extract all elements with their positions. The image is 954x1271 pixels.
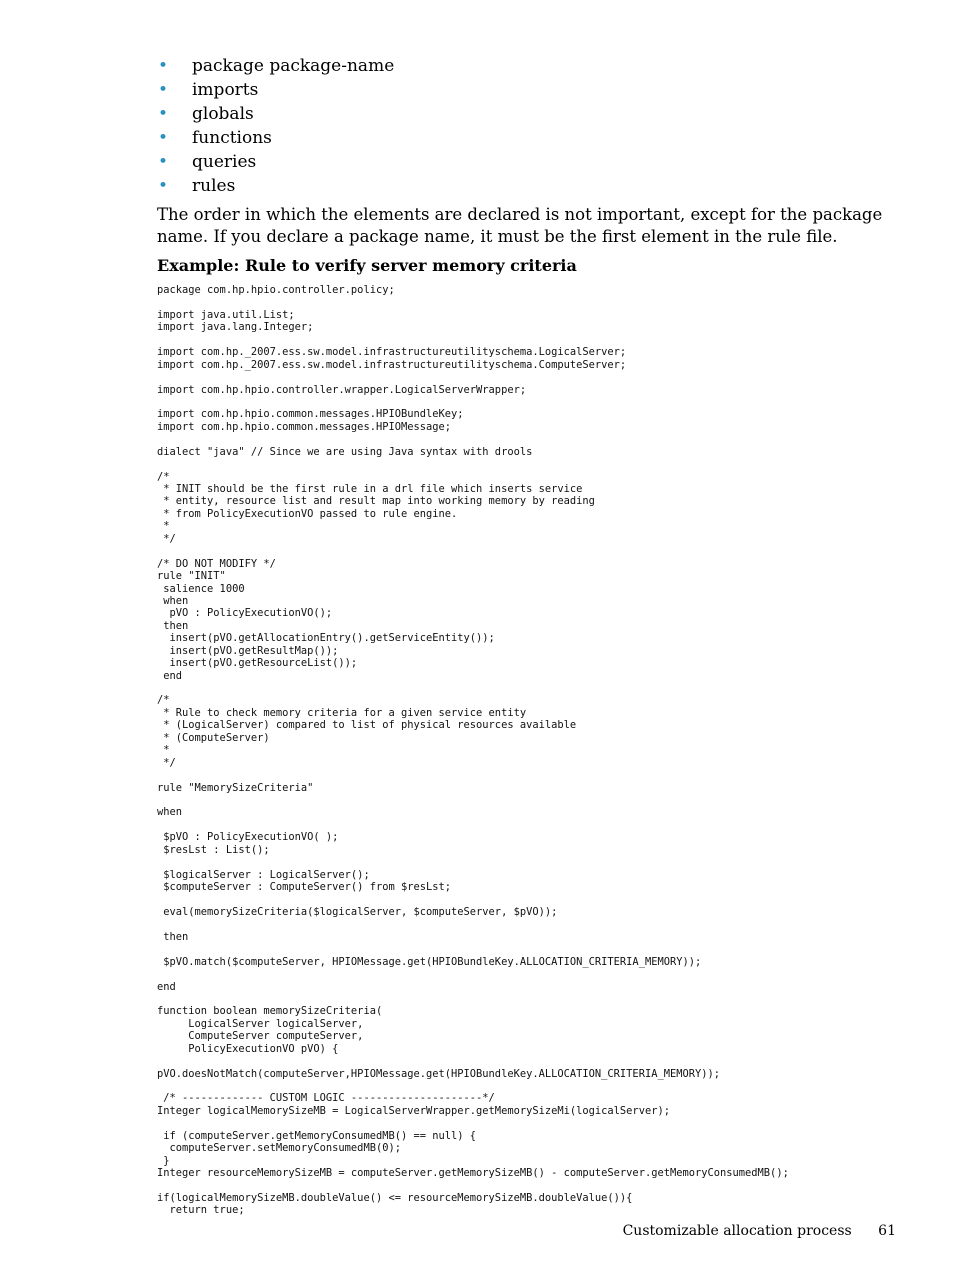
code-line: import java.util.List; — [157, 308, 295, 321]
code-line: LogicalServer logicalServer, — [157, 1017, 364, 1030]
code-line — [157, 545, 897, 557]
code-line: Integer logicalMemorySizeMB = LogicalServerWrapper.getMemorySizeMi(logicalServer); — [157, 1104, 670, 1117]
list-item — [157, 102, 897, 126]
code-line: * INIT should be the first rule in a drl file which inserts service — [157, 483, 583, 495]
code-line — [157, 396, 897, 408]
code-line — [157, 856, 897, 868]
code-line — [157, 819, 897, 831]
bullet-icon: • — [158, 128, 169, 148]
code-line: $pVO : PolicyExecutionVO( ); — [157, 831, 339, 844]
code-line — [157, 458, 897, 470]
code-line — [157, 334, 897, 346]
code-line: rule "MemorySizeCriteria" — [157, 781, 314, 794]
code-line — [157, 918, 897, 930]
code-line: import com.hp.hpio.common.messages.HPIOBundleKey; — [157, 408, 464, 421]
code-line — [157, 943, 897, 955]
code-line — [157, 1080, 897, 1092]
code-line: * Rule to check memory criteria for a given service entity — [157, 706, 527, 719]
code-line: insert(pVO.getAllocationEntry().getServiceEntity()); — [157, 632, 495, 645]
list-item — [157, 78, 897, 102]
code-line: $resLst : List(); — [157, 843, 270, 856]
code-line — [157, 893, 897, 905]
code-line: /* — [157, 470, 170, 483]
code-line: if(logicalMemorySizeMB.doubleValue() <= resourceMemorySizeMB.doubleValue()){ — [157, 1191, 633, 1204]
footer-section-title: Customizable allocation process — [622, 1223, 852, 1239]
code-line: /* — [157, 694, 170, 707]
code-line: Integer resourceMemorySizeMB = computeServer.getMemorySizeMB() - computeServer.getMemoryConsumedMB(); — [157, 1167, 789, 1180]
code-line: $computeServer : ComputeServer() from $resLst; — [157, 881, 452, 893]
page-footer — [623, 1221, 896, 1241]
order-paragraph: The order in which the elements are declared is not important, except for the package name. If you declare a package name, it must be the first element in the rule file. — [157, 205, 883, 246]
code-line: if (computeServer.getMemoryConsumedMB() == null) { — [157, 1129, 477, 1142]
list-item-label: functions — [192, 128, 272, 148]
bullet-icon: • — [158, 176, 169, 196]
code-line — [157, 769, 897, 781]
code-line: insert(pVO.getResultMap()); — [157, 644, 339, 657]
list-item — [157, 126, 897, 150]
code-line: ComputeServer computeServer, — [157, 1030, 364, 1043]
bullet-icon: • — [158, 80, 169, 100]
bullet-icon: • — [158, 104, 169, 124]
code-line: then — [157, 930, 189, 943]
list-item-label: package package-name — [192, 56, 395, 76]
list-item — [157, 150, 897, 174]
code-line: end — [157, 980, 176, 993]
code-line: package com.hp.hpio.controller.policy; — [157, 284, 395, 296]
code-line: rule "INIT" — [157, 570, 226, 583]
code-line — [157, 968, 897, 980]
code-line: dialect "java" // Since we are using Java syntax with drools — [157, 445, 533, 458]
code-line — [157, 371, 897, 383]
element-list — [157, 54, 897, 198]
code-line: * from PolicyExecutionVO passed to rule engine. — [157, 507, 458, 520]
bullet-icon: • — [158, 56, 169, 76]
code-line: when — [157, 594, 189, 607]
code-line: * (ComputeServer) — [157, 731, 270, 744]
code-line: import java.lang.Integer; — [157, 321, 314, 334]
code-line: */ — [157, 532, 176, 545]
code-line — [157, 794, 897, 806]
code-line: insert(pVO.getResourceList()); — [157, 657, 358, 670]
bullet-icon: • — [158, 152, 169, 172]
code-line: import com.hp.hpio.common.messages.HPIOMessage; — [157, 420, 452, 433]
example-heading: Example: Rule to verify server memory criteria — [157, 256, 577, 275]
page-number: 61 — [878, 1223, 896, 1239]
code-line — [157, 433, 897, 445]
list-item-label: queries — [192, 152, 257, 172]
code-line: } — [157, 1154, 170, 1167]
list-item-label: globals — [192, 104, 254, 124]
code-line: pVO.doesNotMatch(computeServer,HPIOMessage.get(HPIOBundleKey.ALLOCATION_CRITERIA_MEMORY)); — [157, 1067, 721, 1080]
code-line: /* ------------- CUSTOM LOGIC ---------------------*/ — [157, 1092, 495, 1105]
code-line: function boolean memorySizeCriteria( — [157, 1005, 383, 1018]
code-line: * — [157, 744, 170, 757]
code-line — [157, 1180, 897, 1192]
list-item-label: rules — [192, 176, 236, 196]
list-item — [157, 174, 897, 198]
list-item-label: imports — [192, 80, 259, 100]
code-line: then — [157, 619, 189, 632]
code-line — [157, 1055, 897, 1067]
code-line: * entity, resource list and result map into working memory by reading — [157, 495, 595, 508]
document-page — [157, 54, 897, 1217]
code-line: end — [157, 669, 183, 682]
code-line: * — [157, 520, 170, 533]
code-line: return true; — [157, 1204, 245, 1217]
code-line: computeServer.setMemoryConsumedMB(0); — [157, 1142, 401, 1155]
code-line: when — [157, 806, 183, 819]
code-line: * (LogicalServer) compared to list of physical resources available — [157, 719, 577, 732]
code-line: $logicalServer : LogicalServer(); — [157, 868, 370, 881]
code-line — [157, 682, 897, 694]
code-line: import com.hp._2007.ess.sw.model.infrastructureutilityschema.LogicalServer; — [157, 346, 627, 359]
code-line — [157, 296, 897, 308]
code-line: salience 1000 — [157, 582, 245, 595]
code-line: pVO : PolicyExecutionVO(); — [157, 607, 333, 620]
code-line: $pVO.match($computeServer, HPIOMessage.get(HPIOBundleKey.ALLOCATION_CRITERIA_MEMORY)); — [157, 955, 702, 968]
code-block — [157, 284, 897, 1217]
code-line: PolicyExecutionVO pVO) { — [157, 1042, 339, 1055]
code-line: */ — [157, 756, 176, 769]
code-line: import com.hp._2007.ess.sw.model.infrastructureutilityschema.ComputeServer; — [157, 358, 627, 371]
code-line — [157, 993, 897, 1005]
code-line — [157, 1117, 897, 1129]
code-line: import com.hp.hpio.controller.wrapper.LogicalServerWrapper; — [157, 383, 527, 396]
code-line: eval(memorySizeCriteria($logicalServer, $computeServer, $pVO)); — [157, 905, 558, 918]
list-item — [157, 54, 897, 78]
code-line: /* DO NOT MODIFY */ — [157, 557, 276, 570]
